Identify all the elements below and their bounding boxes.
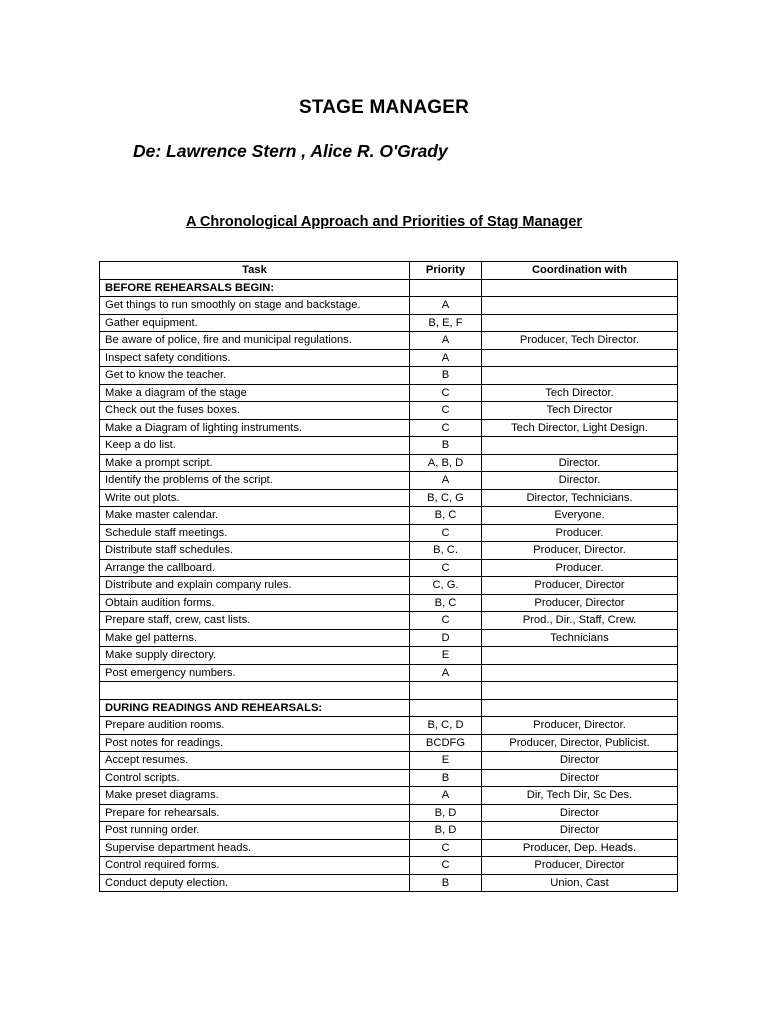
table-row bbox=[100, 664, 678, 682]
priority-cell: B bbox=[410, 874, 482, 892]
priority-cell: C, G. bbox=[410, 577, 482, 595]
priority-cell: B, C, G bbox=[410, 489, 482, 507]
task-cell: Accept resumes. bbox=[100, 752, 410, 770]
task-cell: Get things to run smoothly on stage and backstage. bbox=[100, 297, 410, 315]
table-row bbox=[100, 559, 678, 577]
task-cell: Distribute staff schedules. bbox=[100, 542, 410, 560]
task-cell: Make a diagram of the stage bbox=[100, 384, 410, 402]
coordination-cell bbox=[482, 647, 678, 665]
table-row bbox=[100, 717, 678, 735]
task-cell: Supervise department heads. bbox=[100, 839, 410, 857]
priority-cell: E bbox=[410, 647, 482, 665]
task-cell: Prepare audition rooms. bbox=[100, 717, 410, 735]
task-cell: DURING READINGS AND REHEARSALS: bbox=[100, 699, 410, 717]
table-row bbox=[100, 437, 678, 455]
priority-cell: B, D bbox=[410, 804, 482, 822]
coordination-cell bbox=[482, 297, 678, 315]
task-cell: Obtain audition forms. bbox=[100, 594, 410, 612]
table-heading: A Chronological Approach and Priorities of Stag Manager bbox=[185, 214, 583, 230]
table-row bbox=[100, 402, 678, 420]
task-cell: Make a prompt script. bbox=[100, 454, 410, 472]
task-cell: Identify the problems of the script. bbox=[100, 472, 410, 490]
coordination-cell: Union, Cast bbox=[482, 874, 678, 892]
page-title: STAGE MANAGER bbox=[298, 97, 470, 118]
coordination-cell: Tech Director bbox=[482, 402, 678, 420]
table-row bbox=[100, 769, 678, 787]
coordination-cell: Producer, Director. bbox=[482, 542, 678, 560]
section-row bbox=[100, 699, 678, 717]
table-row bbox=[100, 594, 678, 612]
priority-cell: A bbox=[410, 472, 482, 490]
priority-cell: E bbox=[410, 752, 482, 770]
task-cell: Conduct deputy election. bbox=[100, 874, 410, 892]
priority-cell: B, C. bbox=[410, 542, 482, 560]
task-priority-table bbox=[99, 261, 678, 892]
priority-cell: C bbox=[410, 839, 482, 857]
task-cell: Control required forms. bbox=[100, 857, 410, 875]
table-row bbox=[100, 542, 678, 560]
table-row bbox=[100, 384, 678, 402]
table-row bbox=[100, 332, 678, 350]
coordination-cell: Producer. bbox=[482, 524, 678, 542]
task-cell: BEFORE REHEARSALS BEGIN: bbox=[100, 279, 410, 297]
coordination-cell: Everyone. bbox=[482, 507, 678, 525]
coordination-cell: Prod., Dir., Staff, Crew. bbox=[482, 612, 678, 630]
task-cell: Make master calendar. bbox=[100, 507, 410, 525]
coordination-cell: Producer, Director bbox=[482, 577, 678, 595]
table-body bbox=[100, 279, 678, 892]
coordination-cell: Director bbox=[482, 752, 678, 770]
table-row bbox=[100, 454, 678, 472]
table-row bbox=[100, 804, 678, 822]
table-row bbox=[100, 787, 678, 805]
coordination-cell bbox=[482, 664, 678, 682]
column-header-priority: Priority bbox=[410, 262, 482, 280]
task-cell: Make preset diagrams. bbox=[100, 787, 410, 805]
priority-cell: B, C, D bbox=[410, 717, 482, 735]
coordination-cell bbox=[482, 437, 678, 455]
priority-cell: B bbox=[410, 437, 482, 455]
coordination-cell: Producer, Director. bbox=[482, 717, 678, 735]
priority-cell: A bbox=[410, 349, 482, 367]
coordination-cell: Producer. bbox=[482, 559, 678, 577]
priority-cell: A bbox=[410, 664, 482, 682]
table-row bbox=[100, 822, 678, 840]
priority-cell: B, D bbox=[410, 822, 482, 840]
priority-cell: C bbox=[410, 384, 482, 402]
task-cell: Control scripts. bbox=[100, 769, 410, 787]
table-row bbox=[100, 734, 678, 752]
task-cell: Keep a do list. bbox=[100, 437, 410, 455]
task-cell: Arrange the callboard. bbox=[100, 559, 410, 577]
table-header-row bbox=[100, 262, 678, 280]
priority-cell: B, C bbox=[410, 507, 482, 525]
table-row bbox=[100, 419, 678, 437]
section-row bbox=[100, 279, 678, 297]
priority-cell: B, C bbox=[410, 594, 482, 612]
coordination-cell: Producer, Director bbox=[482, 857, 678, 875]
task-cell: Distribute and explain company rules. bbox=[100, 577, 410, 595]
coordination-cell: Director bbox=[482, 822, 678, 840]
task-cell: Post notes for readings. bbox=[100, 734, 410, 752]
table-row bbox=[100, 874, 678, 892]
table-row bbox=[100, 857, 678, 875]
table-row bbox=[100, 472, 678, 490]
priority-cell bbox=[410, 682, 482, 700]
table-row bbox=[100, 297, 678, 315]
priority-cell bbox=[410, 699, 482, 717]
coordination-cell: Producer, Tech Director. bbox=[482, 332, 678, 350]
task-cell: Make supply directory. bbox=[100, 647, 410, 665]
priority-cell: C bbox=[410, 402, 482, 420]
priority-cell: C bbox=[410, 857, 482, 875]
priority-cell: A bbox=[410, 787, 482, 805]
authors-line: De: Lawrence Stern , Alice R. O'Grady bbox=[133, 141, 448, 161]
coordination-cell bbox=[482, 682, 678, 700]
coordination-cell bbox=[482, 279, 678, 297]
table-row bbox=[100, 839, 678, 857]
table-row bbox=[100, 367, 678, 385]
task-cell: Schedule staff meetings. bbox=[100, 524, 410, 542]
table-row bbox=[100, 507, 678, 525]
coordination-cell: Director. bbox=[482, 472, 678, 490]
task-cell: Get to know the teacher. bbox=[100, 367, 410, 385]
priority-cell: C bbox=[410, 524, 482, 542]
table-row bbox=[100, 489, 678, 507]
priority-cell: A bbox=[410, 297, 482, 315]
task-cell: Make gel patterns. bbox=[100, 629, 410, 647]
priority-cell: D bbox=[410, 629, 482, 647]
priority-cell: A, B, D bbox=[410, 454, 482, 472]
column-header-coordination: Coordination with bbox=[482, 262, 678, 280]
coordination-cell: Director, Technicians. bbox=[482, 489, 678, 507]
table-row bbox=[100, 629, 678, 647]
task-cell: Post emergency numbers. bbox=[100, 664, 410, 682]
table-row bbox=[100, 314, 678, 332]
table-row bbox=[100, 524, 678, 542]
coordination-cell bbox=[482, 699, 678, 717]
coordination-cell: Director bbox=[482, 769, 678, 787]
column-header-task: Task bbox=[100, 262, 410, 280]
priority-cell: B bbox=[410, 769, 482, 787]
task-cell: Prepare staff, crew, cast lists. bbox=[100, 612, 410, 630]
priority-cell: B, E, F bbox=[410, 314, 482, 332]
table-row bbox=[100, 577, 678, 595]
task-cell: Write out plots. bbox=[100, 489, 410, 507]
coordination-cell: Technicians bbox=[482, 629, 678, 647]
coordination-cell bbox=[482, 367, 678, 385]
table-row bbox=[100, 647, 678, 665]
priority-cell: B bbox=[410, 367, 482, 385]
task-cell: Post running order. bbox=[100, 822, 410, 840]
priority-cell: C bbox=[410, 559, 482, 577]
coordination-cell: Producer, Director bbox=[482, 594, 678, 612]
priority-cell bbox=[410, 279, 482, 297]
table-row bbox=[100, 752, 678, 770]
table-row bbox=[100, 612, 678, 630]
table-row bbox=[100, 682, 678, 700]
priority-cell: BCDFG bbox=[410, 734, 482, 752]
priority-cell: C bbox=[410, 612, 482, 630]
task-cell: Check out the fuses boxes. bbox=[100, 402, 410, 420]
coordination-cell: Director. bbox=[482, 454, 678, 472]
table-row bbox=[100, 349, 678, 367]
priority-cell: A bbox=[410, 332, 482, 350]
coordination-cell: Producer, Director, Publicist. bbox=[482, 734, 678, 752]
coordination-cell: Dir, Tech Dir, Sc Des. bbox=[482, 787, 678, 805]
coordination-cell: Producer, Dep. Heads. bbox=[482, 839, 678, 857]
task-cell: Make a Diagram of lighting instruments. bbox=[100, 419, 410, 437]
coordination-cell bbox=[482, 349, 678, 367]
task-cell bbox=[100, 682, 410, 700]
coordination-cell: Tech Director, Light Design. bbox=[482, 419, 678, 437]
coordination-cell: Tech Director. bbox=[482, 384, 678, 402]
task-cell: Gather equipment. bbox=[100, 314, 410, 332]
task-cell: Inspect safety conditions. bbox=[100, 349, 410, 367]
task-cell: Prepare for rehearsals. bbox=[100, 804, 410, 822]
coordination-cell: Director bbox=[482, 804, 678, 822]
coordination-cell bbox=[482, 314, 678, 332]
task-cell: Be aware of police, fire and municipal regulations. bbox=[100, 332, 410, 350]
priority-cell: C bbox=[410, 419, 482, 437]
